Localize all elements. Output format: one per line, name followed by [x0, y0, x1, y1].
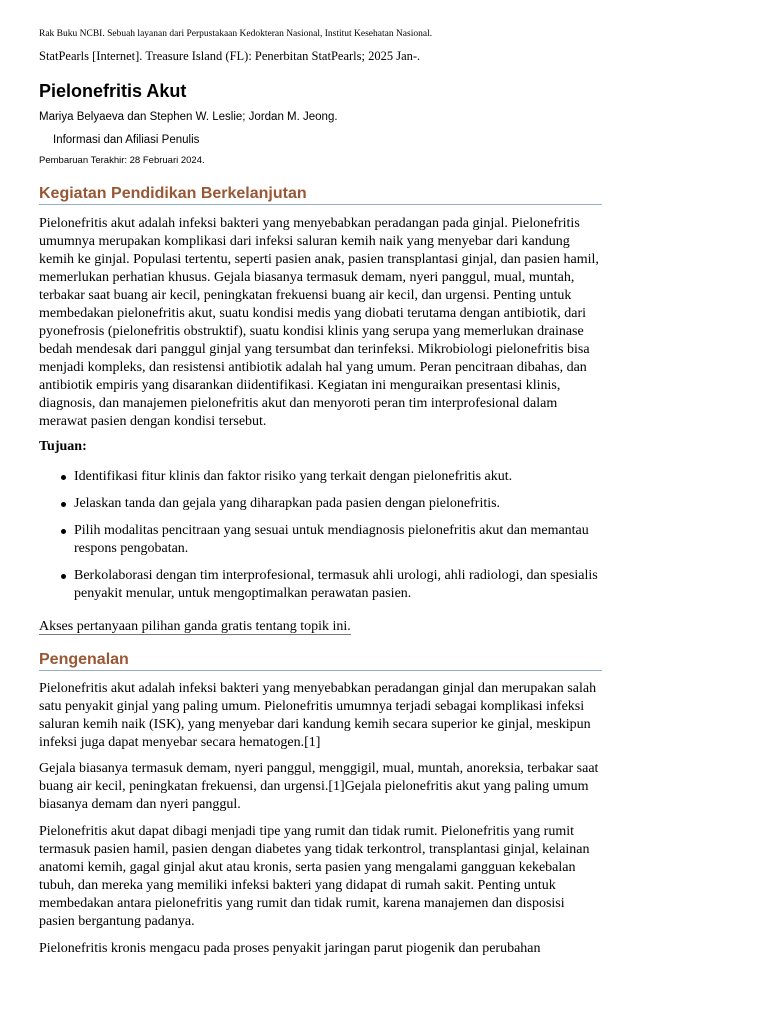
list-item: Jelaskan tanda dan gejala yang diharapkan pada pasien dengan pielonefritis. [39, 495, 602, 513]
authors: Mariya Belyaeva dan Stephen W. Leslie; Jordan M. Jeong. [39, 111, 338, 123]
list-item: Pilih modalitas pencitraan yang sesuai untuk mendiagnosis pielonefritis akut dan memantau respons pengobatan. [39, 522, 602, 558]
intro-paragraph-4: Pielonefritis kronis mengacu pada proses penyakit jaringan parut piogenik dan perubahan [39, 941, 541, 956]
section-heading-ce: Kegiatan Pendidikan Berkelanjutan [39, 185, 602, 205]
list-item: Berkolaborasi dengan tim interprofesional, termasuk ahli urologi, ahli radiologi, dan spesialis penyakit menular, untuk mengoptimalkan perawatan pasien. [39, 567, 602, 603]
objectives-label: Tujuan: [39, 439, 87, 454]
intro-paragraph-1: Pielonefritis akut adalah infeksi bakteri yang menyebabkan peradangan ginjal dan merupakan salah satu penyakit ginjal yang paling umum. Pielonefritis umumnya terjadi sebagai komplikasi infeksi saluran kemih naik (ISK), yang menyebar dari kandung kemih secara superior ke ginjal, meskipun infeksi juga dapat menyebar secara hematogen.[1] [39, 681, 597, 750]
quiz-paragraph [39, 618, 602, 636]
intro-paragraph-3: Pielonefritis akut dapat dibagi menjadi tipe yang rumit dan tidak rumit. Pielonefritis yang rumit termasuk pasien hamil, pasien dengan diabetes yang tidak terkontrol, transplantasi ginjal, kelainan anatomi kemih, gagal ginjal akut atau kronis, serta pasien yang mengalami gangguan kekebalan tubuh, dan mereka yang memiliki infeksi bakteri yang didapat di rumah sakit. Penting untuk membedakan antara pielonefritis yang rumit dan tidak rumit, karena manajemen dan disposisi pasien bergantung padanya. [39, 824, 590, 929]
section-heading-intro: Pengenalan [39, 651, 602, 671]
quiz-link[interactable]: Akses pertanyaan pilihan ganda gratis tentang topik ini. [39, 619, 351, 634]
page-title: Pielonefritis Akut [39, 81, 187, 101]
objectives-list [39, 468, 602, 612]
ce-paragraph: Pielonefritis akut adalah infeksi bakteri yang menyebabkan peradangan pada ginjal. Pielonefritis umumnya merupakan komplikasi dari infeksi saluran kemih naik yang menyebar dari kandung kemih ke ginjal. Populasi tertentu, seperti pasien anak, pasien transplantasi ginjal, dan pasien hamil, memerlukan perhatian khusus. Gejala biasanya termasuk demam, nyeri panggul, mual, muntah, terbakar saat buang air kecil, peningkatan frekuensi buang air kecil, dan urgensi. Penting untuk membedakan pielonefritis akut, suatu kondisi medis yang diobati terutama dengan antibiotik, dari pyonefrosis (pielonefritis obstruktif), suatu kondisi klinis yang serupa yang memerlukan drainase bedah mendesak dari panggul ginjal yang tersumbat dan terinfeksi. Mikrobiologi pielonefritis bisa menjadi kompleks, dan resistensi antibiotik adalah hal yang umum. Peran pencitraan dibahas, dan antibiotik empiris yang disarankan diidentifikasi. Kegiatan ini menguraikan presentasi klinis, diagnosis, dan manajemen pielonefritis akut dan menyoroti peran tim interprofesional dalam merawat pasien dengan kondisi tersebut. [39, 216, 599, 429]
bookshelf-notice: Rak Buku NCBI. Sebuah layanan dari Perpustakaan Kedokteran Nasional, Institut Kesehatan Nasional. [39, 29, 433, 39]
citation: StatPearls [Internet]. Treasure Island (FL): Penerbitan StatPearls; 2025 Jan-. [39, 49, 421, 63]
author-info-link[interactable]: Informasi dan Afiliasi Penulis [53, 134, 200, 146]
intro-paragraph-2: Gejala biasanya termasuk demam, nyeri panggul, menggigil, mual, muntah, anoreksia, terbakar saat buang air kecil, peningkatan frekuensi, dan urgensi.[1]Gejala pielonefritis akut yang paling umum biasanya demam dan nyeri panggul. [39, 761, 599, 812]
list-item: Identifikasi fitur klinis dan faktor risiko yang terkait dengan pielonefritis akut. [39, 468, 602, 486]
last-update: Pembaruan Terakhir: 28 Februari 2024. [39, 155, 205, 166]
